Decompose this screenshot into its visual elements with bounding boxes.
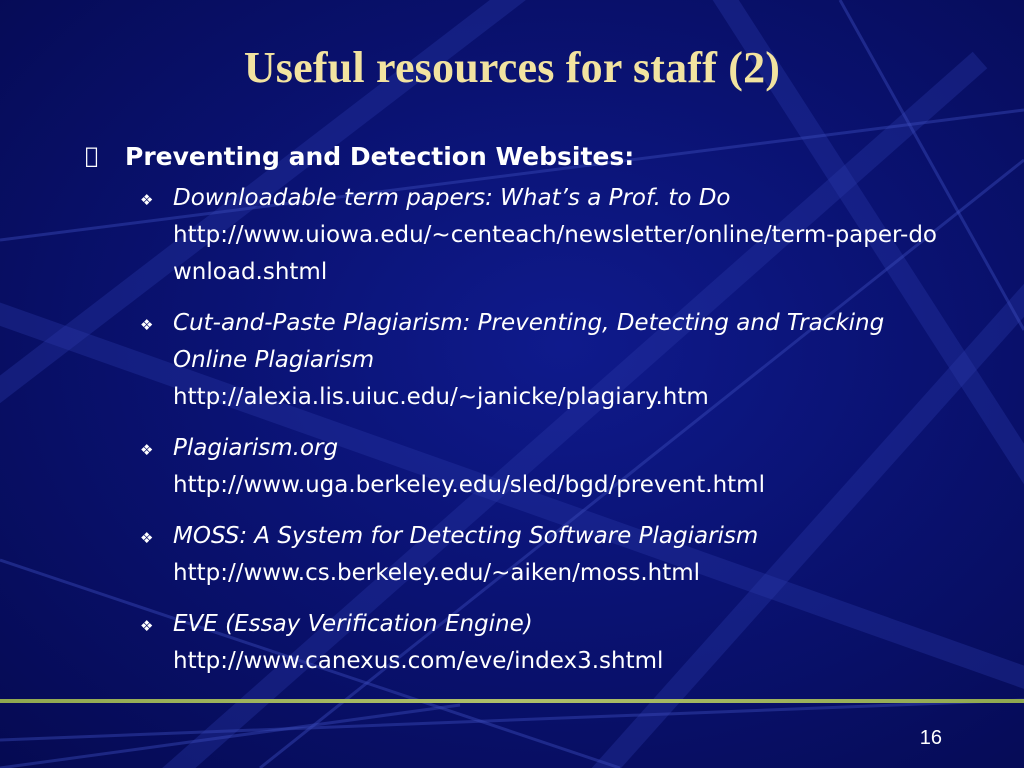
slide-title: Useful resources for staff (2) (243, 43, 781, 92)
page-number: 16 (919, 727, 942, 749)
diamond-bullet-icon: ❖ (140, 191, 154, 209)
resource-title: Cut-and-Paste Plagiarism: Preventing, Detecting and Tracking Online Plagiarism (173, 310, 885, 373)
list-item (140, 305, 945, 416)
list-item (140, 606, 945, 680)
resource-link[interactable]: http://www.uiowa.edu/~centeach/newsletter/online/term-paper-download.shtml (173, 222, 937, 285)
list-item (140, 180, 945, 291)
footer-divider (0, 699, 1024, 703)
diamond-bullet-icon: ❖ (140, 441, 154, 459)
list-item (140, 518, 945, 592)
section-heading-text: Preventing and Detection Websites: (125, 141, 635, 171)
resource-list (85, 180, 945, 680)
resource-title: Downloadable term papers: What’s a Prof. to Do (173, 185, 731, 211)
diamond-bullet-icon: ❖ (140, 316, 154, 334)
resource-link[interactable]: http://www.cs.berkeley.edu/~aiken/moss.html (173, 560, 701, 586)
resource-link[interactable]: http://www.canexus.com/eve/index3.shtml (173, 648, 664, 674)
heading-bullet-icon (85, 144, 125, 169)
resource-link[interactable]: http://www.uga.berkeley.edu/sled/bgd/prevent.html (173, 472, 765, 498)
section-heading (85, 136, 945, 176)
diamond-bullet-icon: ❖ (140, 617, 154, 635)
resource-title: Plagiarism.org (173, 435, 339, 461)
resource-link[interactable]: http://alexia.lis.uiuc.edu/~janicke/plagiary.htm (173, 384, 709, 410)
diamond-bullet-icon: ❖ (140, 529, 154, 547)
list-item (140, 430, 945, 504)
resource-title: MOSS: A System for Detecting Software Plagiarism (173, 523, 759, 549)
resource-title: EVE (Essay Verification Engine) (173, 611, 533, 637)
slide-content (85, 136, 945, 694)
